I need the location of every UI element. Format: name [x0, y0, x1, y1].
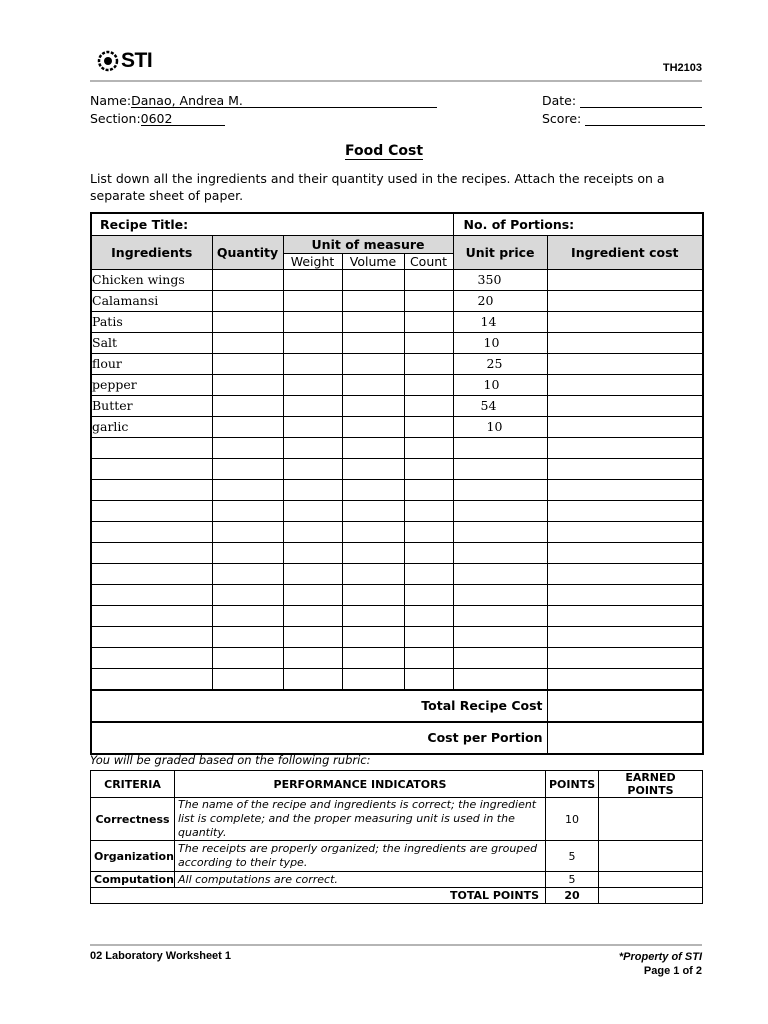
count-cell[interactable] [404, 395, 453, 416]
quantity-cell[interactable] [212, 353, 283, 374]
quantity-cell[interactable] [212, 563, 283, 584]
section-label: Section: [90, 111, 141, 126]
table-row [91, 290, 703, 311]
ingredient-cell: garlic [91, 416, 212, 437]
table-row [91, 353, 703, 374]
count-cell[interactable] [404, 563, 453, 584]
ingredient-cell [91, 437, 212, 458]
globe-icon [97, 50, 119, 72]
rubric-criteria: Organization [91, 841, 175, 872]
count-cell[interactable] [404, 269, 453, 290]
ingredient-cost-cell[interactable] [547, 626, 703, 647]
ingredient-cost-cell[interactable] [547, 374, 703, 395]
weight-cell[interactable] [283, 395, 342, 416]
unit-price-cell: 54 [453, 395, 547, 416]
ingredient-cell: flour [91, 353, 212, 374]
count-cell[interactable] [404, 605, 453, 626]
weight-cell[interactable] [283, 290, 342, 311]
volume-cell[interactable] [342, 416, 404, 437]
table-row [91, 542, 703, 563]
unit-price-cell: 14 [453, 311, 547, 332]
logo-text: STI [121, 49, 153, 72]
sti-logo [97, 49, 152, 73]
cost-per-portion-value[interactable] [547, 722, 703, 754]
rubric-indicator: All computations are correct. [175, 872, 546, 888]
volume-cell[interactable] [342, 563, 404, 584]
rubric-earned[interactable] [599, 798, 703, 841]
page-title: Food Cost [344, 143, 424, 159]
table-row [91, 584, 703, 605]
col-count: Count [404, 253, 453, 269]
table-row [91, 269, 703, 290]
rubric-indicator: The name of the recipe and ingredients is correct; the ingredient list is complete; and the proper measuring unit is used in the quantity. [175, 798, 546, 841]
weight-cell[interactable] [283, 311, 342, 332]
volume-cell[interactable] [342, 521, 404, 542]
unit-price-cell: 25 [453, 353, 547, 374]
quantity-cell[interactable] [212, 458, 283, 479]
ingredient-cost-cell[interactable] [547, 437, 703, 458]
score-label: Score: [542, 111, 582, 126]
ingredient-cell: Patis [91, 311, 212, 332]
ingredient-cost-cell[interactable] [547, 563, 703, 584]
ingredient-cost-cell[interactable] [547, 605, 703, 626]
rubric-col-criteria: CRITERIA [91, 771, 175, 798]
count-cell[interactable] [404, 353, 453, 374]
name-field [90, 93, 437, 108]
quantity-cell[interactable] [212, 584, 283, 605]
unit-price-cell [453, 626, 547, 647]
recipe-title-label: Recipe Title: [91, 213, 453, 235]
weight-cell[interactable] [283, 353, 342, 374]
ingredient-cell: Calamansi [91, 290, 212, 311]
rubric-total-earned[interactable] [599, 888, 703, 904]
rubric-total-label: TOTAL POINTS [91, 888, 546, 904]
rubric-earned[interactable] [599, 841, 703, 872]
quantity-cell[interactable] [212, 605, 283, 626]
portions-label: No. of Portions: [453, 213, 703, 235]
volume-cell[interactable] [342, 332, 404, 353]
cost-per-portion-label: Cost per Portion [91, 722, 547, 754]
unit-price-cell: 10 [453, 416, 547, 437]
ingredient-cost-cell[interactable] [547, 500, 703, 521]
weight-cell[interactable] [283, 374, 342, 395]
weight-cell[interactable] [283, 647, 342, 668]
count-cell[interactable] [404, 374, 453, 395]
unit-price-cell [453, 500, 547, 521]
ingredient-cell: Salt [91, 332, 212, 353]
count-cell[interactable] [404, 458, 453, 479]
food-cost-table [90, 212, 702, 745]
volume-cell[interactable] [342, 353, 404, 374]
ingredient-cost-cell[interactable] [547, 479, 703, 500]
volume-cell[interactable] [342, 395, 404, 416]
quantity-cell[interactable] [212, 290, 283, 311]
volume-cell[interactable] [342, 605, 404, 626]
rubric-indicator: The receipts are properly organized; the ingredients are grouped according to their type. [175, 841, 546, 872]
quantity-cell[interactable] [212, 626, 283, 647]
rubric-criteria: Computation [91, 872, 175, 888]
unit-price-cell [453, 521, 547, 542]
ingredient-cost-cell[interactable] [547, 353, 703, 374]
quantity-cell[interactable] [212, 647, 283, 668]
weight-cell[interactable] [283, 437, 342, 458]
ingredient-cost-cell[interactable] [547, 269, 703, 290]
score-value[interactable] [585, 111, 705, 126]
rubric-table [90, 770, 702, 904]
volume-cell[interactable] [342, 542, 404, 563]
ingredient-cell [91, 563, 212, 584]
unit-price-cell [453, 542, 547, 563]
section-value: 0602 [141, 111, 225, 126]
ingredient-cost-cell[interactable] [547, 584, 703, 605]
ingredient-cost-cell[interactable] [547, 668, 703, 690]
quantity-cell[interactable] [212, 521, 283, 542]
unit-price-cell: 20 [453, 290, 547, 311]
volume-cell[interactable] [342, 269, 404, 290]
quantity-cell[interactable] [212, 479, 283, 500]
rubric-col-indicators: PERFORMANCE INDICATORS [175, 771, 546, 798]
table-row [91, 626, 703, 647]
ingredient-cost-cell[interactable] [547, 458, 703, 479]
count-cell[interactable] [404, 521, 453, 542]
ingredient-cost-cell[interactable] [547, 647, 703, 668]
rubric-col-earned: EARNED POINTS [599, 771, 703, 798]
ingredient-cost-cell[interactable] [547, 290, 703, 311]
col-quantity: Quantity [212, 235, 283, 269]
volume-cell[interactable] [342, 647, 404, 668]
count-cell[interactable] [404, 416, 453, 437]
weight-cell[interactable] [283, 563, 342, 584]
table-row [91, 458, 703, 479]
ingredient-cell [91, 458, 212, 479]
footer-worksheet: 02 Laboratory Worksheet 1 [90, 950, 232, 962]
weight-cell[interactable] [283, 542, 342, 563]
volume-cell[interactable] [342, 626, 404, 647]
rubric-points: 10 [546, 798, 599, 841]
count-cell[interactable] [404, 311, 453, 332]
footer-property: *Property of STI [618, 951, 702, 963]
table-row [91, 395, 703, 416]
table-row [91, 479, 703, 500]
weight-cell[interactable] [283, 458, 342, 479]
header-divider [90, 80, 702, 82]
count-cell[interactable] [404, 668, 453, 690]
weight-cell[interactable] [283, 500, 342, 521]
unit-price-cell [453, 584, 547, 605]
volume-cell[interactable] [342, 500, 404, 521]
count-cell[interactable] [404, 437, 453, 458]
name-label: Name: [90, 93, 132, 108]
count-cell[interactable] [404, 542, 453, 563]
volume-cell[interactable] [342, 374, 404, 395]
unit-price-cell [453, 458, 547, 479]
instructions: List down all the ingredients and their quantity used in the recipes. Attach the receipts on a separate sheet of paper. [90, 171, 665, 203]
table-row [91, 374, 703, 395]
volume-cell[interactable] [342, 584, 404, 605]
ingredient-cell [91, 542, 212, 563]
table-row [91, 416, 703, 437]
score-field [542, 111, 705, 126]
quantity-cell[interactable] [212, 374, 283, 395]
table-row [91, 332, 703, 353]
count-cell[interactable] [404, 647, 453, 668]
date-field [542, 93, 702, 108]
table-row [91, 605, 703, 626]
count-cell[interactable] [404, 500, 453, 521]
unit-price-cell: 350 [453, 269, 547, 290]
unit-price-cell [453, 668, 547, 690]
ingredient-cost-cell[interactable] [547, 521, 703, 542]
unit-price-cell: 10 [453, 332, 547, 353]
ingredient-cost-cell[interactable] [547, 311, 703, 332]
col-volume: Volume [342, 253, 404, 269]
weight-cell[interactable] [283, 521, 342, 542]
volume-cell[interactable] [342, 668, 404, 690]
rubric-earned[interactable] [599, 872, 703, 888]
weight-cell[interactable] [283, 626, 342, 647]
unit-price-cell [453, 437, 547, 458]
weight-cell[interactable] [283, 605, 342, 626]
col-unit-price: Unit price [453, 235, 547, 269]
unit-price-cell [453, 563, 547, 584]
ingredient-cell [91, 605, 212, 626]
quantity-cell[interactable] [212, 311, 283, 332]
volume-cell[interactable] [342, 311, 404, 332]
rubric-total-points: 20 [546, 888, 599, 904]
quantity-cell[interactable] [212, 332, 283, 353]
quantity-cell[interactable] [212, 269, 283, 290]
weight-cell[interactable] [283, 584, 342, 605]
ingredient-cell [91, 647, 212, 668]
ingredient-cell [91, 521, 212, 542]
unit-price-cell [453, 647, 547, 668]
ingredient-cell [91, 668, 212, 690]
table-row [91, 521, 703, 542]
volume-cell[interactable] [342, 458, 404, 479]
date-label: Date: [542, 93, 577, 108]
rubric-points: 5 [546, 872, 599, 888]
quantity-cell[interactable] [212, 500, 283, 521]
weight-cell[interactable] [283, 416, 342, 437]
table-row [91, 668, 703, 690]
ingredient-cost-cell[interactable] [547, 542, 703, 563]
rubric-points: 5 [546, 841, 599, 872]
ingredient-cell: Chicken wings [91, 269, 212, 290]
quantity-cell[interactable] [212, 542, 283, 563]
col-ingredient-cost: Ingredient cost [547, 235, 703, 269]
table-row [91, 647, 703, 668]
table-row [91, 437, 703, 458]
quantity-cell[interactable] [212, 437, 283, 458]
weight-cell[interactable] [283, 269, 342, 290]
ingredient-cost-cell[interactable] [547, 416, 703, 437]
quantity-cell[interactable] [212, 668, 283, 690]
total-recipe-cost-label: Total Recipe Cost [91, 690, 547, 722]
table-row [91, 311, 703, 332]
ingredient-cost-cell[interactable] [547, 395, 703, 416]
weight-cell[interactable] [283, 479, 342, 500]
footer-page: Page 1 of 2 [643, 965, 702, 977]
volume-cell[interactable] [342, 437, 404, 458]
section-field [90, 111, 225, 126]
total-recipe-cost-value[interactable] [547, 690, 703, 722]
col-weight: Weight [283, 253, 342, 269]
ingredient-cell [91, 479, 212, 500]
weight-cell[interactable] [283, 332, 342, 353]
table-row [91, 500, 703, 521]
weight-cell[interactable] [283, 668, 342, 690]
ingredient-cell: pepper [91, 374, 212, 395]
unit-price-cell: 10 [453, 374, 547, 395]
quantity-cell[interactable] [212, 416, 283, 437]
date-value[interactable] [580, 93, 702, 108]
unit-price-cell [453, 479, 547, 500]
name-value: Danao, Andrea M. [131, 93, 437, 108]
rubric-criteria: Correctness [91, 798, 175, 841]
count-cell[interactable] [404, 290, 453, 311]
footer-divider [90, 944, 702, 946]
rubric-col-points: POINTS [546, 771, 599, 798]
document-code: TH2103 [662, 62, 702, 74]
count-cell[interactable] [404, 332, 453, 353]
count-cell[interactable] [404, 626, 453, 647]
ingredient-cell [91, 584, 212, 605]
count-cell[interactable] [404, 479, 453, 500]
volume-cell[interactable] [342, 479, 404, 500]
rubric-caption: You will be graded based on the following rubric: [90, 753, 371, 767]
col-ingredients: Ingredients [91, 235, 212, 269]
ingredient-cell [91, 626, 212, 647]
ingredient-cell: Butter [91, 395, 212, 416]
table-row [91, 563, 703, 584]
quantity-cell[interactable] [212, 395, 283, 416]
unit-price-cell [453, 605, 547, 626]
col-unit-of-measure: Unit of measure [283, 235, 453, 253]
footer-right [619, 950, 702, 978]
ingredient-cell [91, 500, 212, 521]
ingredient-cost-cell[interactable] [547, 332, 703, 353]
count-cell[interactable] [404, 584, 453, 605]
volume-cell[interactable] [342, 290, 404, 311]
